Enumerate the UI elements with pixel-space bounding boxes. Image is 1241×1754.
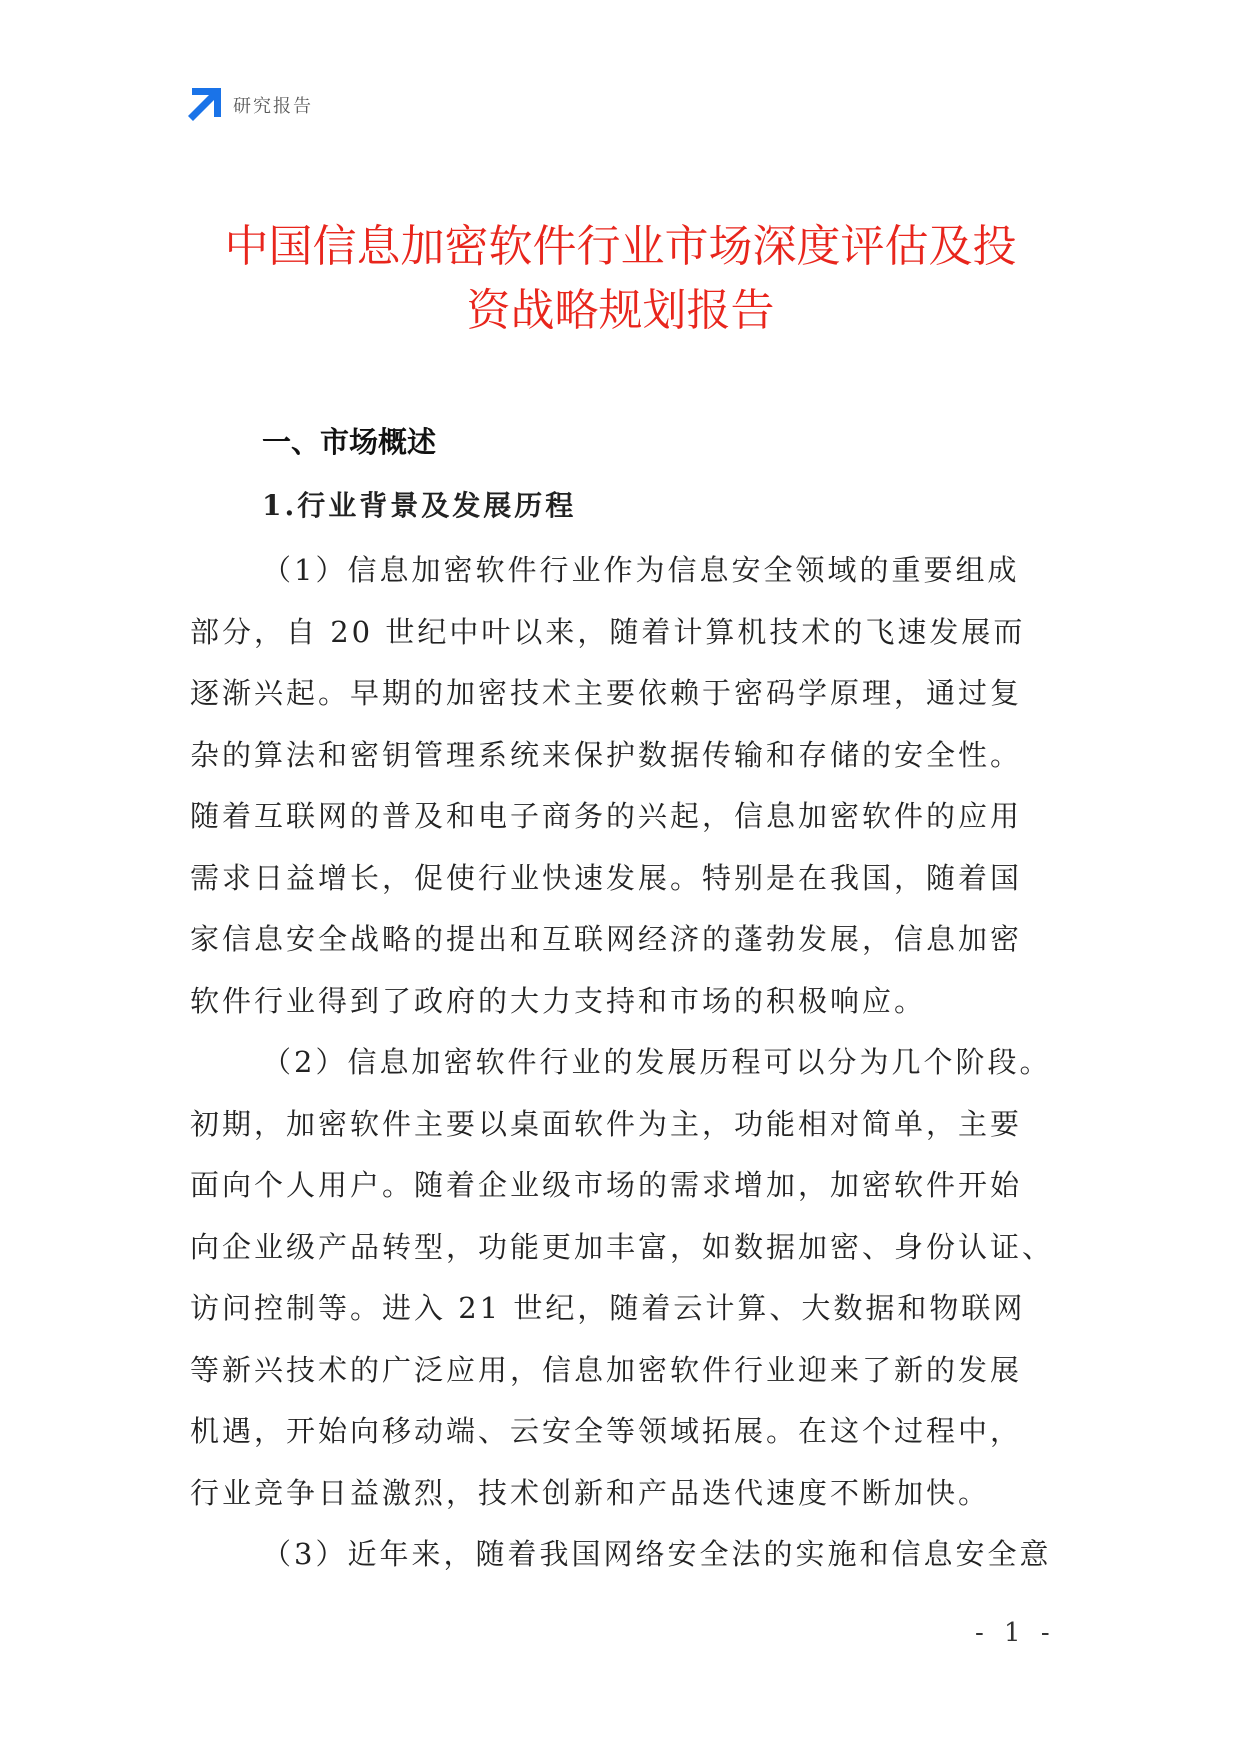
text-line: 行业竞争日益激烈，技术创新和产品迭代速度不断加快。 <box>190 1475 991 1510</box>
document-title <box>150 215 1091 343</box>
text-line: 需求日益增长，促使行业快速发展。特别是在我国，随着国 <box>190 860 1023 895</box>
page-header <box>188 88 313 121</box>
text-line: 机遇，开始向移动端、云安全等领域拓展。在这个过程中， <box>190 1414 1023 1448</box>
text-line: 软件行业得到了政府的大力支持和市场的积极响应。 <box>190 983 927 1018</box>
section-heading: 一、市场概述 <box>262 425 437 459</box>
arrow-logo-icon <box>188 88 221 121</box>
text-line: 访问控制等。进入 21 世纪，随着云计算、大数据和物联网 <box>190 1291 1026 1325</box>
text-line: 初期，加密软件主要以桌面软件为主，功能相对简单，主要 <box>190 1106 1023 1141</box>
header-label: 研究报告 <box>233 95 313 117</box>
text-line: 面向个人用户。随着企业级市场的需求增加，加密软件开始 <box>190 1168 1023 1202</box>
text-line: （1）信息加密软件行业作为信息安全领域的重要组成 <box>262 553 1020 587</box>
page-number: - 1 - <box>975 1618 1056 1648</box>
text-line: 向企业级产品转型，功能更加丰富，如数据加密、身份认证、 <box>190 1229 1055 1264</box>
title-line-1: 中国信息加密软件行业市场深度评估及投 <box>224 221 1017 272</box>
text-line: （2）信息加密软件行业的发展历程可以分为几个阶段。 <box>262 1045 1052 1079</box>
text-line: 部分，自 20 世纪中叶以来，随着计算机技术的飞速发展而 <box>190 614 1026 649</box>
text-line: 等新兴技术的广泛应用，信息加密软件行业迎来了新的发展 <box>190 1352 1023 1387</box>
body-text <box>190 540 1060 1586</box>
text-line: 杂的算法和密钥管理系统来保护数据传输和存储的安全性。 <box>190 737 1023 772</box>
subsection-heading: 1.行业背景及发展历程 <box>262 489 577 522</box>
text-line: 逐渐兴起。早期的加密技术主要依赖于密码学原理，通过复 <box>190 676 1023 710</box>
text-line: 家信息安全战略的提出和互联网经济的蓬勃发展，信息加密 <box>190 922 1023 956</box>
text-line: 随着互联网的普及和电子商务的兴起，信息加密软件的应用 <box>190 799 1023 833</box>
text-line: （3）近年来，随着我国网络安全法的实施和信息安全意 <box>262 1537 1052 1571</box>
title-line-2: 资战略规划报告 <box>466 285 775 336</box>
